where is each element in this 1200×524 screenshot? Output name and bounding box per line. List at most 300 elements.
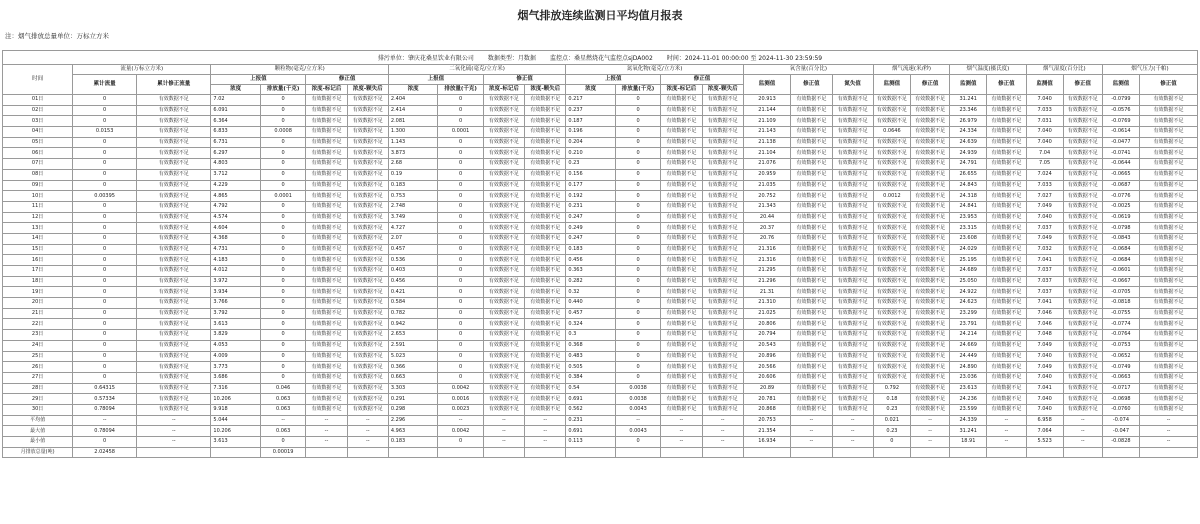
table-cell: 有效数据不足	[306, 233, 347, 244]
table-cell: 有效数据不足	[910, 255, 949, 266]
col-o2-corr: 修正值	[791, 75, 832, 95]
table-cell: 0	[615, 159, 660, 170]
table-cell: 21.025	[743, 308, 790, 319]
table-cell: 有效数据不足	[702, 169, 743, 180]
table-cell: 28日	[3, 383, 73, 394]
table-cell: -0.047	[1102, 426, 1139, 437]
table-cell: 有效数据不足	[832, 223, 873, 234]
table-cell: 0.19	[388, 169, 438, 180]
table-cell: 有效数据不足	[1140, 223, 1198, 234]
table-cell: 有效数据不足	[702, 95, 743, 106]
table-cell: 0.384	[566, 372, 616, 383]
table-cell: 0	[260, 169, 305, 180]
table-cell: 有效数据不足	[1063, 383, 1102, 394]
table-row	[3, 233, 1198, 244]
table-cell: 0.18	[873, 394, 910, 405]
table-cell: 0.753	[388, 191, 438, 202]
col-temp-meas: 监测值	[950, 75, 987, 95]
table-cell: 有效数据不足	[1063, 201, 1102, 212]
table-cell: 有效数据不足	[832, 148, 873, 159]
table-cell: -0.0698	[1102, 394, 1139, 405]
table-cell: 有效数据不足	[525, 351, 566, 362]
table-cell: 2.414	[388, 105, 438, 116]
table-cell: 0.505	[566, 362, 616, 373]
table-cell: --	[832, 437, 873, 448]
col-humidity-meas: 监测值	[1026, 75, 1063, 95]
table-cell: 24.791	[950, 159, 987, 170]
table-row	[3, 191, 1198, 202]
col-nox-emission: 排放量(千克)	[615, 85, 660, 95]
col-humidity: 烟气湿度(百分比)	[1026, 65, 1102, 75]
monitor-point-label: 监控点：桑星燃烧花气监控点sjDA002	[549, 55, 653, 62]
table-cell: 有效数据不足	[347, 105, 388, 116]
table-cell: 4.368	[211, 233, 261, 244]
table-cell: 4.574	[211, 212, 261, 223]
col-nox-conc: 浓度	[566, 85, 616, 95]
table-cell: 0.177	[566, 180, 616, 191]
table-cell: 有效数据不足	[987, 404, 1026, 415]
table-cell: 0	[438, 372, 483, 383]
table-row	[3, 223, 1198, 234]
table-cell: -0.0663	[1102, 372, 1139, 383]
table-cell: 有效数据不足	[832, 244, 873, 255]
table-cell: 有效数据不足	[702, 223, 743, 234]
table-cell: 0	[260, 362, 305, 373]
table-cell: 有效数据不足	[661, 298, 702, 309]
table-cell: 有效数据不足	[910, 266, 949, 277]
table-cell: 有效数据不足	[483, 105, 524, 116]
table-cell: 有效数据不足	[306, 308, 347, 319]
table-cell: 23.608	[950, 233, 987, 244]
table-cell: -0.0477	[1102, 137, 1139, 148]
table-cell: 0	[73, 95, 137, 106]
table-cell: 有效数据不足	[483, 137, 524, 148]
table-cell: 有效数据不足	[832, 404, 873, 415]
table-cell: 有效数据不足	[873, 255, 910, 266]
table-cell: 有效数据不足	[661, 233, 702, 244]
table-cell: 有效数据不足	[987, 340, 1026, 351]
table-cell: 有效数据不足	[1063, 148, 1102, 159]
table-row	[3, 180, 1198, 191]
table-cell	[743, 447, 790, 458]
table-cell: 7.041	[1026, 298, 1063, 309]
table-cell: 0	[615, 362, 660, 373]
table-cell: 有效数据不足	[483, 244, 524, 255]
table-cell: 21.144	[743, 105, 790, 116]
table-cell: 0	[438, 308, 483, 319]
table-cell: 0	[260, 137, 305, 148]
table-cell: 24.339	[950, 415, 987, 426]
table-cell: 有效数据不足	[483, 159, 524, 170]
table-cell: 0.291	[388, 394, 438, 405]
table-cell: 4.009	[211, 351, 261, 362]
col-velocity: 烟气流速(米/秒)	[873, 65, 949, 75]
table-cell: 30日	[3, 404, 73, 415]
table-cell: 有效数据不足	[483, 148, 524, 159]
table-cell: 有效数据不足	[873, 372, 910, 383]
table-cell: 0.0016	[438, 394, 483, 405]
table-cell: 有效数据不足	[347, 148, 388, 159]
table-cell: 有效数据不足	[910, 137, 949, 148]
table-cell: 4.865	[211, 191, 261, 202]
table-cell: 0	[615, 116, 660, 127]
table-cell: 有效数据不足	[1063, 223, 1102, 234]
table-row	[3, 159, 1198, 170]
table-cell: 0	[438, 191, 483, 202]
table-cell: 3.873	[388, 148, 438, 159]
table-cell: 有效数据不足	[483, 287, 524, 298]
table-cell: 0	[260, 372, 305, 383]
table-cell: 有效数据不足	[987, 137, 1026, 148]
table-row	[3, 255, 1198, 266]
table-cell: 0	[260, 330, 305, 341]
table-cell: 有效数据不足	[832, 298, 873, 309]
table-cell: -0.074	[1102, 415, 1139, 426]
table-cell: --	[525, 437, 566, 448]
table-cell: 有效数据不足	[306, 191, 347, 202]
table-cell: 有效数据不足	[661, 404, 702, 415]
table-cell: 4.963	[388, 426, 438, 437]
table-row	[3, 201, 1198, 212]
col-flow-total-corr: 累计修正流量	[137, 75, 211, 95]
table-row	[3, 266, 1198, 277]
table-cell: 有效数据不足	[987, 116, 1026, 127]
table-row	[3, 308, 1198, 319]
table-cell: 有效数据不足	[791, 244, 832, 255]
table-cell: 01日	[3, 95, 73, 106]
table-cell: 有效数据不足	[1063, 404, 1102, 415]
table-cell: 2.68	[388, 159, 438, 170]
table-cell: 有效数据不足	[1063, 394, 1102, 405]
table-cell: 有效数据不足	[483, 127, 524, 138]
col-nox-corrected: 修正值	[661, 75, 744, 85]
table-cell: 0.403	[388, 266, 438, 277]
table-cell: 有效数据不足	[525, 394, 566, 405]
table-cell: 有效数据不足	[1063, 266, 1102, 277]
table-cell: --	[137, 437, 211, 448]
table-cell: 2.07	[388, 233, 438, 244]
table-cell: 0.183	[388, 437, 438, 448]
table-cell: 0.231	[566, 201, 616, 212]
table-cell: 24.334	[950, 127, 987, 138]
table-cell: 有效数据不足	[873, 180, 910, 191]
table-cell: 有效数据不足	[832, 330, 873, 341]
table-cell: 有效数据不足	[1063, 105, 1102, 116]
table-cell: -0.0644	[1102, 159, 1139, 170]
table-cell: 0	[615, 137, 660, 148]
table-cell: --	[306, 437, 347, 448]
table-cell: 0	[73, 255, 137, 266]
table-cell: 0.23	[873, 404, 910, 415]
table-cell: --	[615, 415, 660, 426]
table-cell: 有效数据不足	[1140, 351, 1198, 362]
table-cell: 有效数据不足	[702, 383, 743, 394]
data-type-label: 数据类型：月数据	[487, 55, 536, 62]
table-cell: -0.0652	[1102, 351, 1139, 362]
table-cell: 有效数据不足	[791, 116, 832, 127]
table-cell: 有效数据不足	[1063, 137, 1102, 148]
table-cell: 有效数据不足	[1063, 372, 1102, 383]
table-cell: 6.731	[211, 137, 261, 148]
table-cell: 有效数据不足	[987, 372, 1026, 383]
table-cell: 有效数据不足	[137, 372, 211, 383]
table-cell: 0	[438, 319, 483, 330]
table-cell: 7.024	[1026, 169, 1063, 180]
table-cell: -0.0764	[1102, 330, 1139, 341]
table-cell: 3.749	[388, 212, 438, 223]
table-cell: 有效数据不足	[702, 351, 743, 362]
table-cell: 有效数据不足	[306, 148, 347, 159]
table-cell: 有效数据不足	[791, 298, 832, 309]
table-cell: 有效数据不足	[525, 191, 566, 202]
table-cell: 20.794	[743, 330, 790, 341]
table-cell: 0.23	[873, 426, 910, 437]
table-cell: 24.939	[950, 148, 987, 159]
table-cell: 7.031	[1026, 116, 1063, 127]
table-cell: 有效数据不足	[1063, 330, 1102, 341]
table-cell: 21.310	[743, 298, 790, 309]
table-cell	[661, 447, 702, 458]
table-cell: 有效数据不足	[832, 255, 873, 266]
table-cell: 最大值	[3, 426, 73, 437]
table-cell: 0.456	[566, 255, 616, 266]
table-cell: 有效数据不足	[1063, 287, 1102, 298]
table-cell: 有效数据不足	[137, 244, 211, 255]
table-cell: -0.0705	[1102, 287, 1139, 298]
col-nox-reported: 上报值	[566, 75, 661, 85]
table-cell: 7.316	[211, 383, 261, 394]
table-cell: 有效数据不足	[525, 255, 566, 266]
table-cell	[950, 447, 987, 458]
table-cell: 0	[260, 244, 305, 255]
table-cell: 有效数据不足	[347, 191, 388, 202]
table-cell: 有效数据不足	[791, 191, 832, 202]
table-cell: 0	[615, 319, 660, 330]
table-cell: 有效数据不足	[525, 105, 566, 116]
table-cell: 有效数据不足	[987, 148, 1026, 159]
table-cell: 有效数据不足	[791, 180, 832, 191]
table-cell: 23.299	[950, 308, 987, 319]
table-cell: 7.041	[1026, 255, 1063, 266]
table-cell: 有效数据不足	[1140, 330, 1198, 341]
table-cell: 20.752	[743, 191, 790, 202]
table-cell: -0.0753	[1102, 340, 1139, 351]
table-cell: 有效数据不足	[910, 298, 949, 309]
table-cell: 有效数据不足	[347, 180, 388, 191]
table-cell: 0	[615, 266, 660, 277]
table-cell: 有效数据不足	[661, 340, 702, 351]
table-cell: --	[910, 426, 949, 437]
table-cell: --	[702, 437, 743, 448]
table-cell: 有效数据不足	[525, 383, 566, 394]
table-cell: 有效数据不足	[137, 319, 211, 330]
table-cell	[1063, 447, 1102, 458]
table-cell: 有效数据不足	[483, 319, 524, 330]
table-cell: --	[73, 415, 137, 426]
table-cell: 0	[438, 330, 483, 341]
table-cell: -0.0828	[1102, 437, 1139, 448]
table-cell: 0	[438, 276, 483, 287]
table-cell: 有效数据不足	[347, 340, 388, 351]
table-cell: 有效数据不足	[525, 404, 566, 415]
table-cell: 7.033	[1026, 180, 1063, 191]
table-cell: 有效数据不足	[347, 159, 388, 170]
table-cell: 3.686	[211, 372, 261, 383]
table-cell: 0	[873, 437, 910, 448]
table-row	[3, 362, 1198, 373]
table-cell: 0	[615, 169, 660, 180]
table-cell: 有效数据不足	[1140, 244, 1198, 255]
table-cell: 有效数据不足	[137, 137, 211, 148]
table-cell: 0	[615, 298, 660, 309]
table-cell: 最小值	[3, 437, 73, 448]
table-cell: 7.049	[1026, 362, 1063, 373]
table-cell: 有效数据不足	[347, 362, 388, 373]
table-row	[3, 340, 1198, 351]
table-cell: 有效数据不足	[702, 159, 743, 170]
table-cell: 有效数据不足	[873, 137, 910, 148]
table-cell: 有效数据不足	[987, 308, 1026, 319]
table-cell: 有效数据不足	[702, 180, 743, 191]
col-temp: 烟气温度(摄氏度)	[950, 65, 1026, 75]
table-cell: 10.206	[211, 426, 261, 437]
table-cell: 7.037	[1026, 287, 1063, 298]
table-cell: 7.049	[1026, 201, 1063, 212]
table-cell: 4.053	[211, 340, 261, 351]
table-cell: 0.421	[388, 287, 438, 298]
table-cell: -0.0717	[1102, 383, 1139, 394]
table-cell: 21.31	[743, 287, 790, 298]
table-cell: 0	[73, 330, 137, 341]
table-cell: 7.037	[1026, 266, 1063, 277]
table-cell: 有效数据不足	[1063, 255, 1102, 266]
table-cell: 0.00019	[260, 447, 305, 458]
table-cell: -0.0684	[1102, 255, 1139, 266]
table-cell: 0.456	[388, 276, 438, 287]
table-cell: 有效数据不足	[306, 351, 347, 362]
table-cell: 有效数据不足	[525, 276, 566, 287]
table-cell: 0.782	[388, 308, 438, 319]
table-cell: 7.040	[1026, 137, 1063, 148]
table-cell: 21.143	[743, 127, 790, 138]
table-cell: 7.032	[1026, 244, 1063, 255]
table-cell: 7.05	[1026, 159, 1063, 170]
table-cell: 有效数据不足	[347, 233, 388, 244]
table-cell	[873, 447, 910, 458]
table-cell: 0	[73, 351, 137, 362]
table-cell: 有效数据不足	[791, 127, 832, 138]
table-cell: 有效数据不足	[832, 191, 873, 202]
table-cell: 0.562	[566, 404, 616, 415]
table-cell: 2.081	[388, 116, 438, 127]
table-cell: 有效数据不足	[791, 169, 832, 180]
table-cell: 7.040	[1026, 95, 1063, 106]
table-cell: 有效数据不足	[525, 362, 566, 373]
table-cell: 20.89	[743, 383, 790, 394]
table-cell: 有效数据不足	[661, 105, 702, 116]
table-cell: 有效数据不足	[306, 404, 347, 415]
table-cell: 0.204	[566, 137, 616, 148]
table-cell: 有效数据不足	[910, 404, 949, 415]
table-cell: 0.282	[566, 276, 616, 287]
table-cell: 0	[73, 372, 137, 383]
table-cell: 有效数据不足	[832, 340, 873, 351]
table-cell: 有效数据不足	[702, 362, 743, 373]
table-cell: 0.187	[566, 116, 616, 127]
table-cell: --	[260, 415, 305, 426]
table-cell: 有效数据不足	[987, 212, 1026, 223]
table-cell: 有效数据不足	[525, 308, 566, 319]
table-cell: 0	[73, 276, 137, 287]
table-cell: --	[791, 426, 832, 437]
table-cell: --	[1140, 437, 1198, 448]
table-cell: 有效数据不足	[702, 105, 743, 116]
table-cell: 有效数据不足	[306, 383, 347, 394]
table-cell: 有效数据不足	[702, 127, 743, 138]
table-cell: 有效数据不足	[525, 287, 566, 298]
table-cell: 有效数据不足	[1063, 298, 1102, 309]
col-nox-conc-corr: 浓度-标记后	[661, 85, 702, 95]
table-cell: 0.440	[566, 298, 616, 309]
table-cell: 有效数据不足	[661, 212, 702, 223]
table-cell: 0	[438, 244, 483, 255]
table-cell: 有效数据不足	[702, 191, 743, 202]
table-cell: 有效数据不足	[347, 201, 388, 212]
table-cell: 有效数据不足	[525, 298, 566, 309]
table-cell: 有效数据不足	[306, 127, 347, 138]
table-cell: 有效数据不足	[987, 105, 1026, 116]
table-cell: 有效数据不足	[987, 383, 1026, 394]
table-cell: 0.0646	[873, 127, 910, 138]
table-cell: 有效数据不足	[306, 287, 347, 298]
table-cell: 有效数据不足	[1140, 372, 1198, 383]
table-cell	[1102, 447, 1139, 458]
table-cell: 13日	[3, 223, 73, 234]
table-cell: 有效数据不足	[483, 169, 524, 180]
table-cell: 6.364	[211, 116, 261, 127]
table-cell: 有效数据不足	[306, 255, 347, 266]
table-cell: 21.109	[743, 116, 790, 127]
table-row	[3, 330, 1198, 341]
table-cell: 有效数据不足	[832, 212, 873, 223]
table-cell: 0	[615, 212, 660, 223]
table-cell: 21.316	[743, 255, 790, 266]
table-cell: 有效数据不足	[347, 223, 388, 234]
table-cell: -0.0843	[1102, 233, 1139, 244]
table-cell: 有效数据不足	[483, 223, 524, 234]
table-cell: 有效数据不足	[1140, 287, 1198, 298]
table-cell: 0.192	[566, 191, 616, 202]
table-cell: 有效数据不足	[1140, 148, 1198, 159]
table-cell: 有效数据不足	[347, 116, 388, 127]
table-cell: 有效数据不足	[137, 351, 211, 362]
table-cell: 17日	[3, 266, 73, 277]
table-cell: 有效数据不足	[791, 404, 832, 415]
table-cell: 有效数据不足	[791, 351, 832, 362]
table-cell: 7.040	[1026, 394, 1063, 405]
table-cell: 有效数据不足	[791, 383, 832, 394]
table-cell: 0.298	[388, 404, 438, 415]
table-cell: 23.036	[950, 372, 987, 383]
table-cell: 0	[73, 308, 137, 319]
table-cell: 2.748	[388, 201, 438, 212]
table-cell: 有效数据不足	[525, 340, 566, 351]
table-cell: 0.0153	[73, 127, 137, 138]
table-cell: 有效数据不足	[702, 330, 743, 341]
table-cell: 有效数据不足	[661, 127, 702, 138]
table-cell: 有效数据不足	[137, 180, 211, 191]
table-cell: 有效数据不足	[910, 169, 949, 180]
